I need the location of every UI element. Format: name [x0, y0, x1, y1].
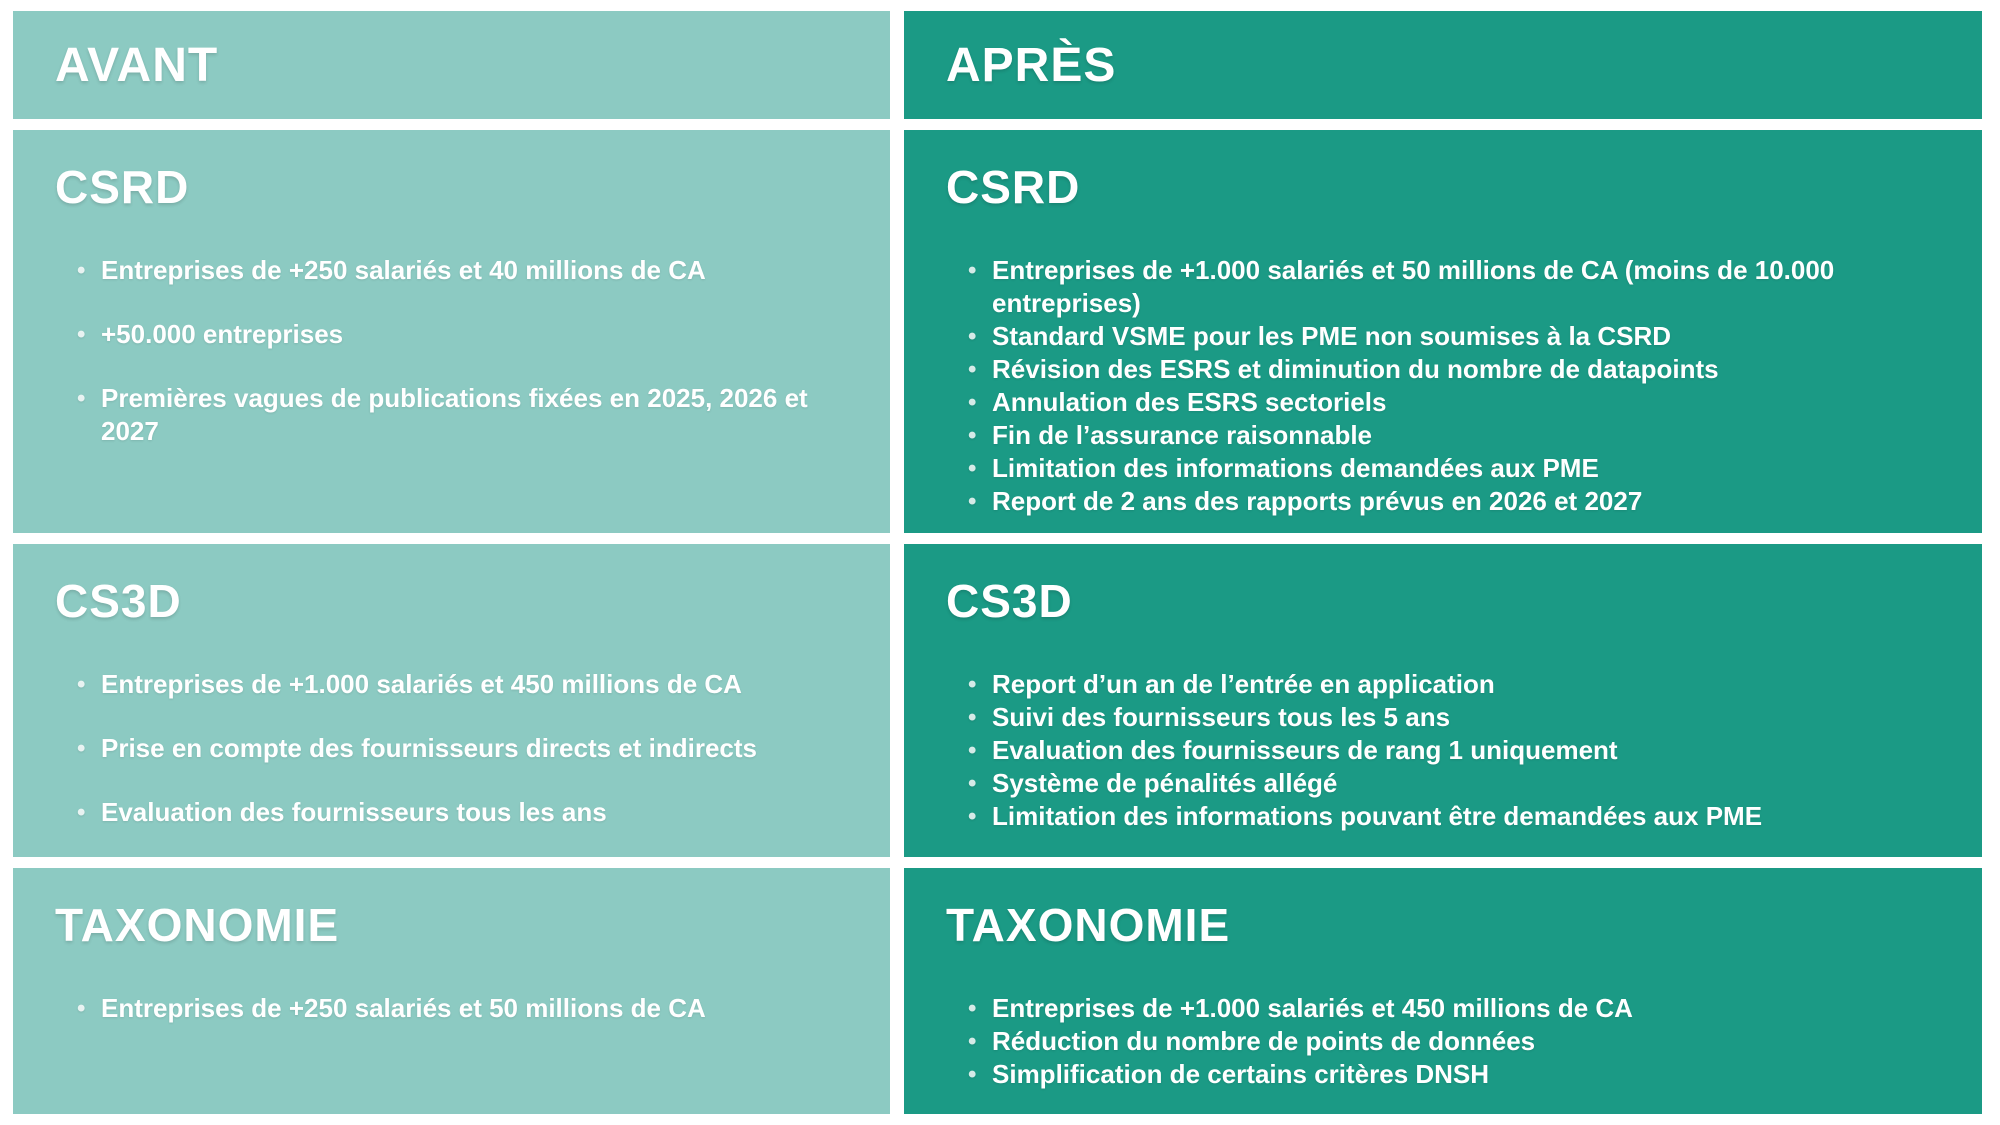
- taxonomie-before-title: TAXONOMIE: [55, 899, 340, 951]
- after-column-title: APRÈS: [946, 38, 1117, 92]
- cs3d-after-list: [946, 668, 1938, 833]
- bullet-item: • Entreprises de +1.000 salariés et 50 millions de CA (moins de 10.000 entreprises): [968, 254, 1938, 320]
- bullet-item: • Evaluation des fournisseurs tous les ans: [77, 796, 846, 829]
- comparison-grid: [13, 11, 1982, 1114]
- csrd-after-title: CSRD: [946, 161, 1081, 213]
- column-header-before: [13, 11, 890, 119]
- bullet-item: • Report d’un an de l’entrée en application: [968, 668, 1938, 701]
- bullet-item: • Suivi des fournisseurs tous les 5 ans: [968, 701, 1938, 734]
- csrd-before-card: [13, 130, 890, 533]
- bullet-item: • Entreprises de +1.000 salariés et 450 millions de CA: [77, 668, 846, 701]
- cs3d-after-title: CS3D: [946, 575, 1073, 627]
- bullet-item: • Limitation des informations demandées aux PME: [968, 452, 1938, 485]
- taxonomie-after-title: TAXONOMIE: [946, 899, 1231, 951]
- cs3d-before-title: CS3D: [55, 575, 182, 627]
- csrd-after-list: [946, 254, 1938, 518]
- bullet-item: • Premières vagues de publications fixées en 2025, 2026 et 2027: [77, 382, 846, 448]
- taxonomie-before-card: [13, 868, 890, 1114]
- csrd-before-list: [55, 254, 846, 448]
- bullet-item: • Limitation des informations pouvant être demandées aux PME: [968, 800, 1938, 833]
- bullet-item: • Entreprises de +250 salariés et 40 millions de CA: [77, 254, 846, 287]
- bullet-item: • Report de 2 ans des rapports prévus en 2026 et 2027: [968, 485, 1938, 518]
- cs3d-before-list: [55, 668, 846, 829]
- bullet-item: • Fin de l’assurance raisonnable: [968, 419, 1938, 452]
- taxonomie-after-card: [904, 868, 1982, 1114]
- column-header-after: [904, 11, 1982, 119]
- bullet-item: • Simplification de certains critères DNSH: [968, 1058, 1938, 1091]
- bullet-item: • Standard VSME pour les PME non soumises à la CSRD: [968, 320, 1938, 353]
- bullet-item: • Evaluation des fournisseurs de rang 1 uniquement: [968, 734, 1938, 767]
- cs3d-before-card: [13, 544, 890, 857]
- cs3d-after-card: [904, 544, 1982, 857]
- taxonomie-after-list: [946, 992, 1938, 1091]
- bullet-item: • Réduction du nombre de points de données: [968, 1025, 1938, 1058]
- bullet-item: • +50.000 entreprises: [77, 318, 846, 351]
- bullet-item: • Prise en compte des fournisseurs directs et indirects: [77, 732, 846, 765]
- bullet-item: • Entreprises de +250 salariés et 50 millions de CA: [77, 992, 846, 1025]
- bullet-item: • Révision des ESRS et diminution du nombre de datapoints: [968, 353, 1938, 386]
- csrd-before-title: CSRD: [55, 161, 190, 213]
- before-column-title: AVANT: [55, 38, 219, 92]
- bullet-item: • Système de pénalités allégé: [968, 767, 1938, 800]
- csrd-after-card: [904, 130, 1982, 533]
- taxonomie-before-list: [55, 992, 846, 1025]
- bullet-item: • Annulation des ESRS sectoriels: [968, 386, 1938, 419]
- bullet-item: • Entreprises de +1.000 salariés et 450 millions de CA: [968, 992, 1938, 1025]
